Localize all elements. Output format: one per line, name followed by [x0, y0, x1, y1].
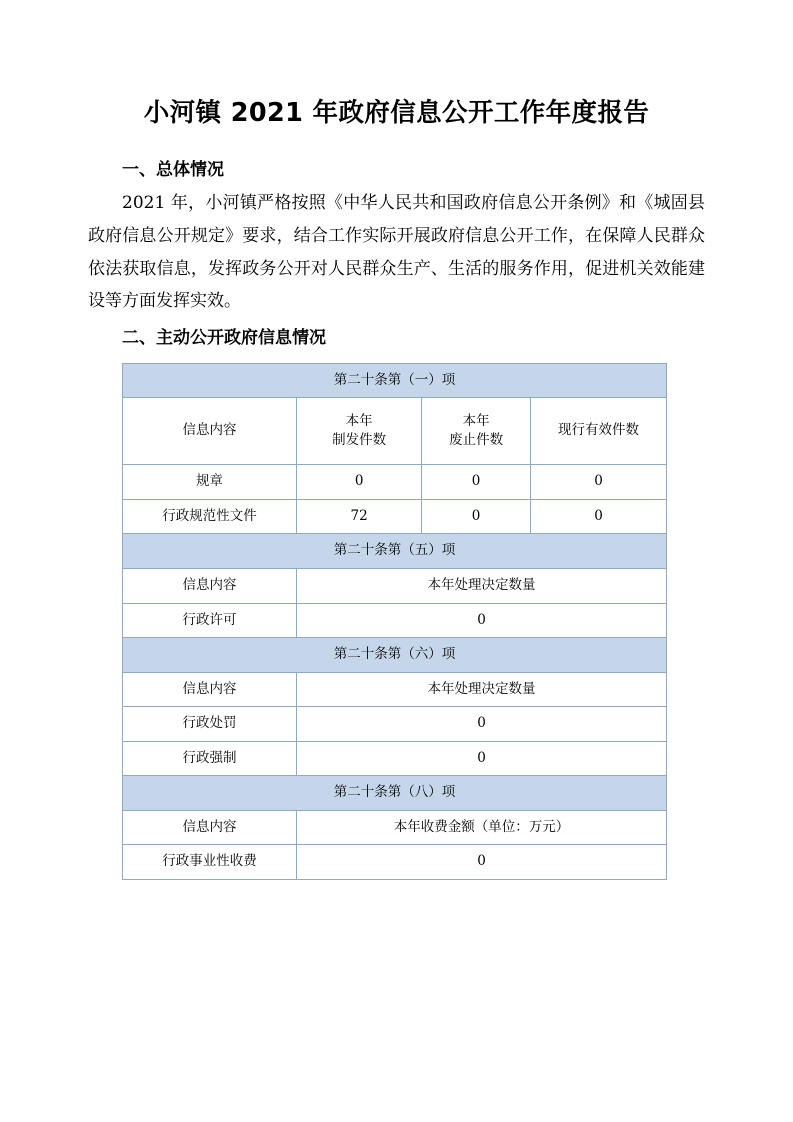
row-label-administrative-license: 行政许可 [123, 603, 297, 638]
row-value-normative-abolished: 0 [422, 499, 531, 534]
header-made-count-line1: 本年 [345, 412, 373, 429]
row-value-administrative-fee: 0 [297, 845, 667, 880]
table-header-row [123, 398, 667, 465]
row-label-administrative-fee: 行政事业性收费 [123, 845, 297, 880]
header-effective-count: 现行有效件数 [530, 398, 666, 465]
row-label-regulation: 规章 [123, 465, 297, 500]
header-info-content-4: 信息内容 [123, 810, 297, 845]
row-value-administrative-coercion: 0 [297, 741, 667, 776]
header-info-content-3: 信息内容 [123, 672, 297, 707]
section-heading-proactive-disclosure: 二、主动公开政府信息情况 [122, 327, 326, 348]
row-value-regulation-abolished: 0 [422, 465, 531, 500]
table-header-row [123, 568, 667, 603]
table-band-row [123, 363, 667, 398]
band-label-item-5: 第二十条第（五）项 [123, 534, 667, 569]
row-value-normative-effective: 0 [530, 499, 666, 534]
header-abolished-count [422, 398, 531, 465]
table-row [123, 707, 667, 742]
section-paragraph-overview: 2021 年，小河镇严格按照《中华人民共和国政府信息公开条例》和《城固县政府信息公开规定》要求，结合工作实际开展政府信息公开工作，在保障人民群众依法获取信息，发挥政务公开对人民群众生产、生活的服务作用，促进机关效能建设等方面发挥实效。 [88, 193, 705, 312]
table-row [123, 465, 667, 500]
header-info-content-2: 信息内容 [123, 568, 297, 603]
band-label-item-6: 第二十条第（六）项 [123, 638, 667, 673]
row-label-administrative-coercion: 行政强制 [123, 741, 297, 776]
page-title: 小河镇 2021 年政府信息公开工作年度报告 [143, 98, 650, 128]
header-info-content: 信息内容 [123, 398, 297, 465]
header-abolished-count-line1: 本年 [462, 412, 490, 429]
row-value-regulation-made: 0 [297, 465, 422, 500]
table-row [123, 741, 667, 776]
header-made-count-line2: 制发件数 [332, 432, 387, 449]
header-abolished-count-line2: 废止件数 [449, 432, 504, 449]
government-information-table [122, 363, 667, 880]
table-row [123, 845, 667, 880]
row-value-normative-made: 72 [297, 499, 422, 534]
band-label-item-8: 第二十条第（八）项 [123, 776, 667, 811]
table-header-row [123, 672, 667, 707]
header-decision-count-3: 本年处理决定数量 [297, 672, 667, 707]
table-row [123, 499, 667, 534]
table-band-row [123, 534, 667, 569]
section-heading-overview: 一、总体情况 [122, 160, 224, 181]
row-value-regulation-effective: 0 [530, 465, 666, 500]
header-fee-amount: 本年收费金额（单位：万元） [297, 810, 667, 845]
row-value-administrative-license: 0 [297, 603, 667, 638]
table-band-row [123, 776, 667, 811]
band-label-item-1: 第二十条第（一）项 [123, 363, 667, 398]
header-decision-count-2: 本年处理决定数量 [297, 568, 667, 603]
header-made-count [297, 398, 422, 465]
row-value-administrative-penalty: 0 [297, 707, 667, 742]
table-row [123, 603, 667, 638]
table-band-row [123, 638, 667, 673]
row-label-normative-document: 行政规范性文件 [123, 499, 297, 534]
row-label-administrative-penalty: 行政处罚 [123, 707, 297, 742]
table-header-row [123, 810, 667, 845]
